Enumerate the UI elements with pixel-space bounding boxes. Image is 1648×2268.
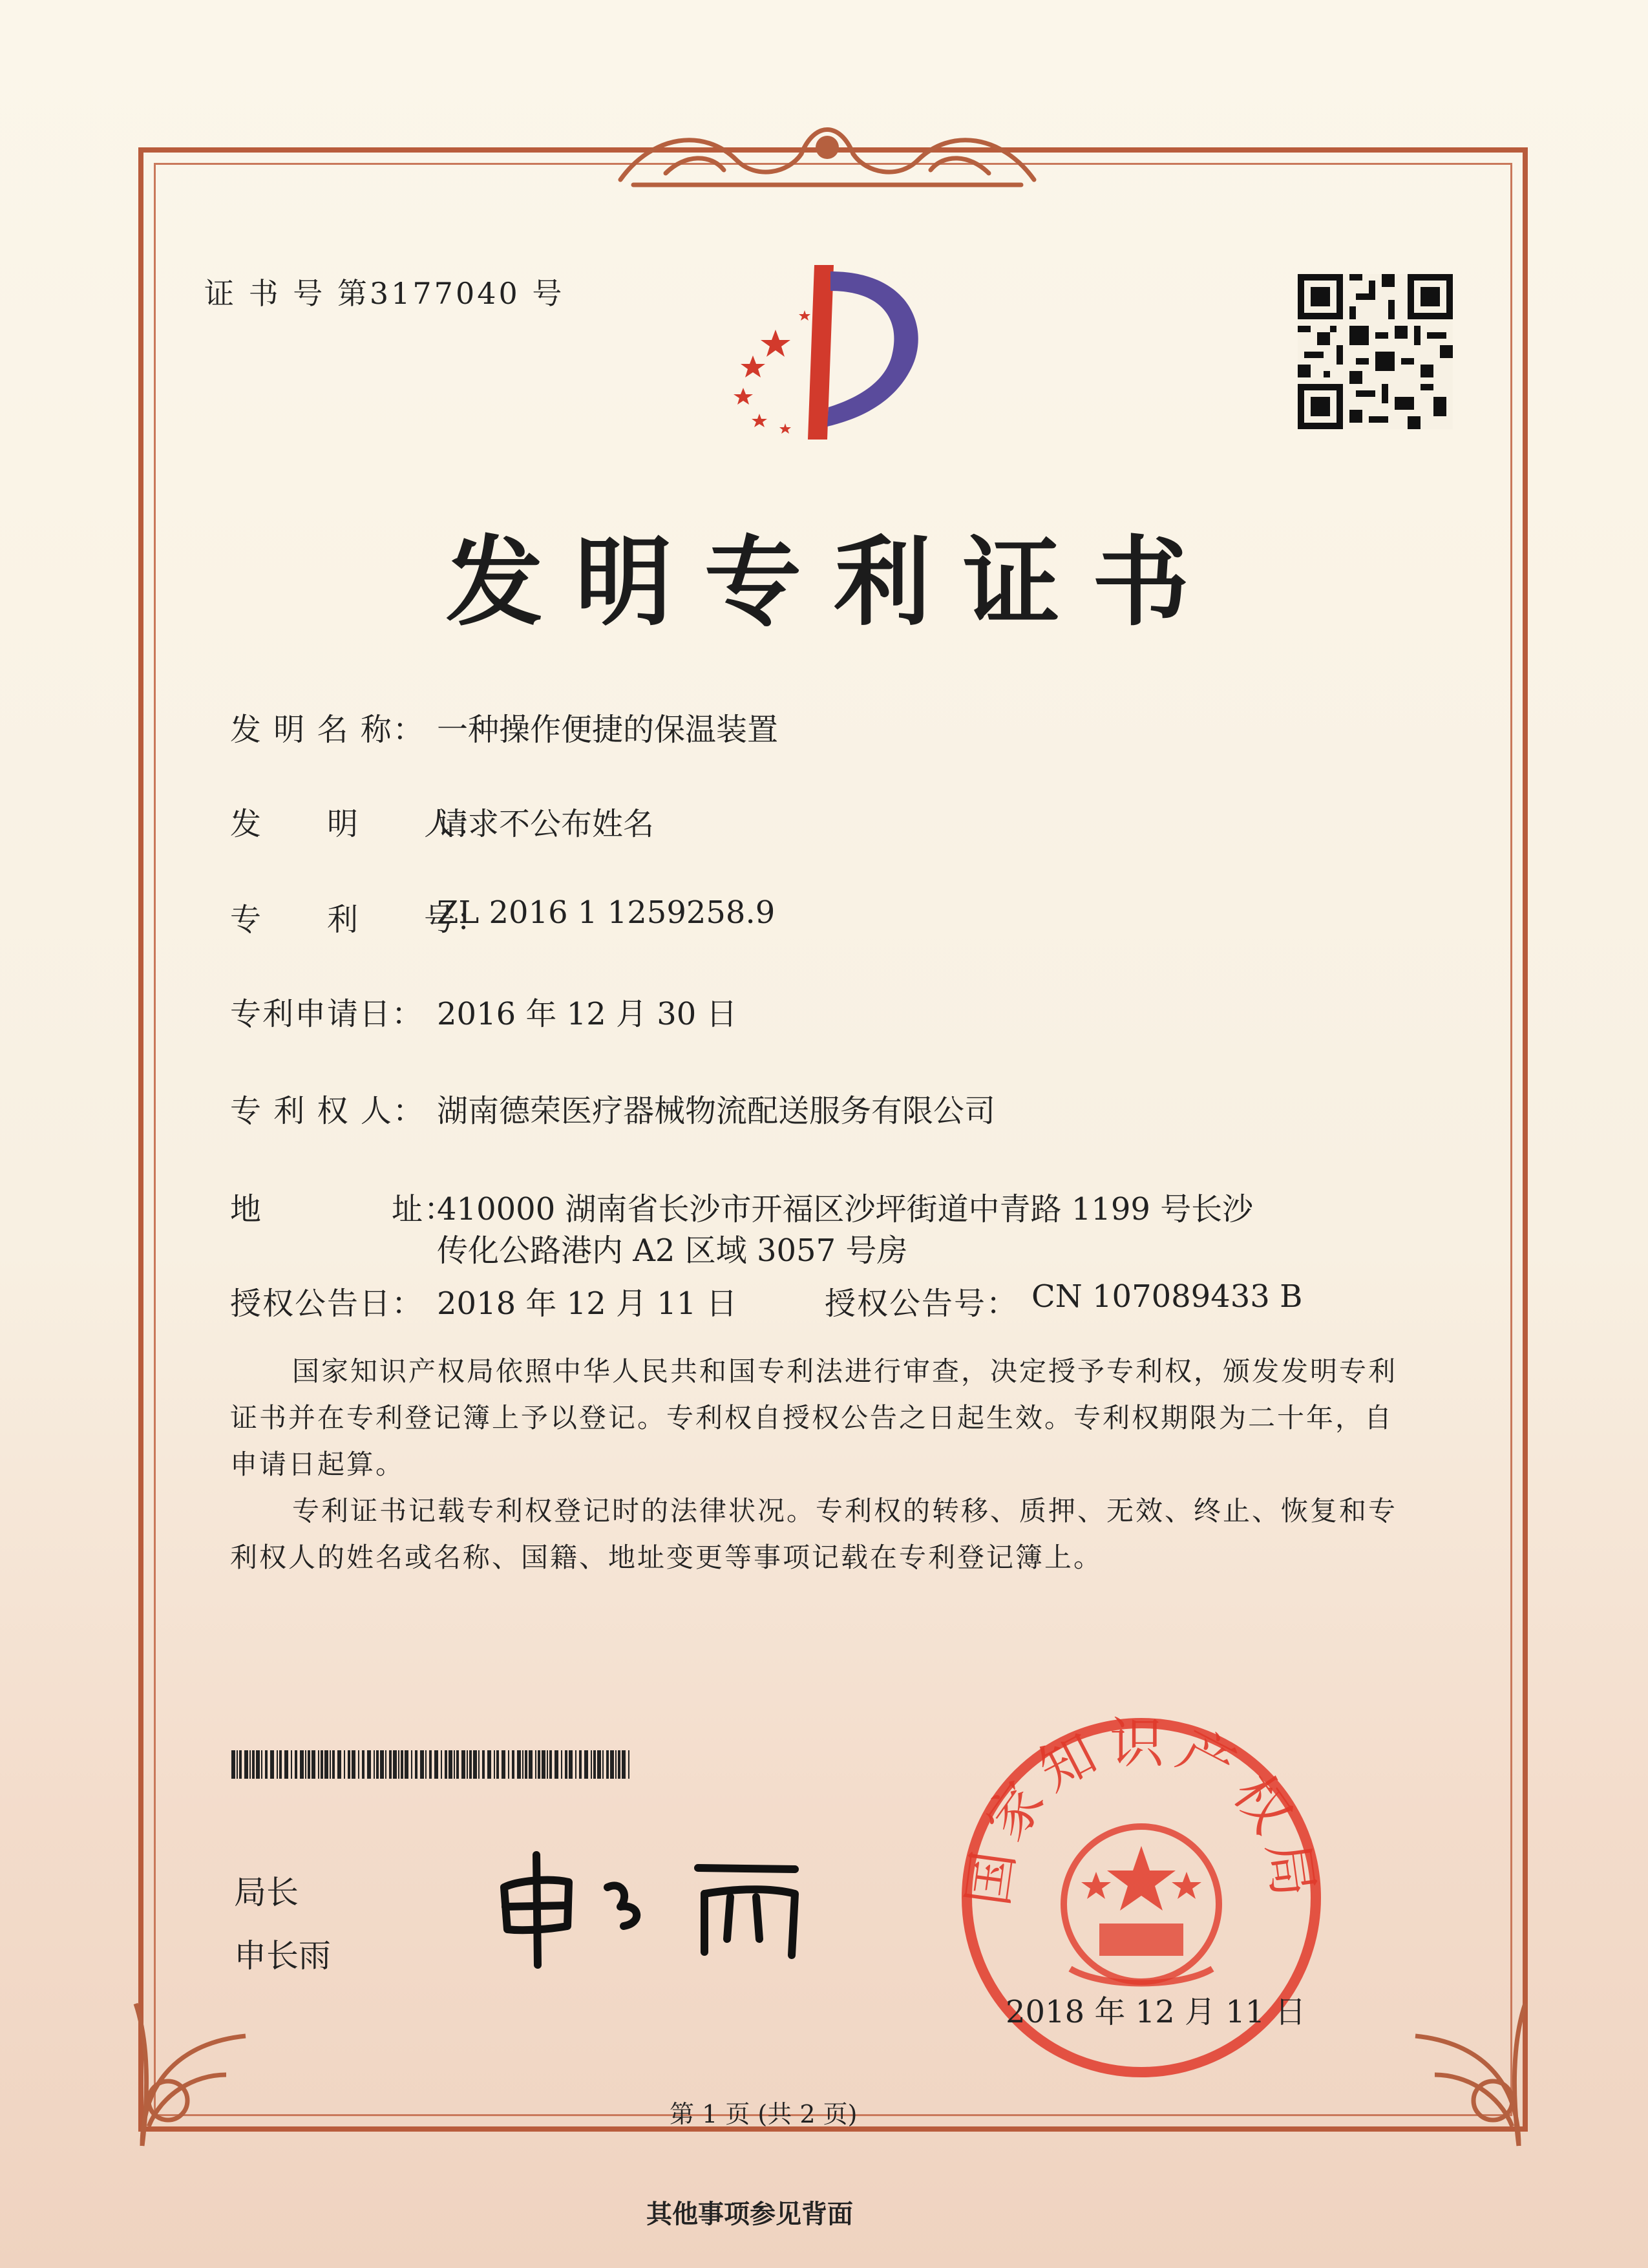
certificate-number-label: 证 书 号 第 [204,276,370,311]
certificate-number-value: 3177040 [369,276,520,311]
certificate-number [204,270,564,313]
grant-statement-paragraph: 国家知识产权局依照中华人民共和国专利法进行审查，决定授予专利权，颁发发明专利证书并在专利登记簿上予以登记。专利权自授权公告之日起生效。专利权期限为二十年，自申请日起算。 [230,1355,1398,1480]
bottom-right-ornament-icon [1370,1965,1538,2159]
barcode-icon [231,1750,635,1779]
grant-date-label: 授权公告日： [230,1286,425,1322]
patent-number-label: 专 利 号： [230,902,489,938]
signatory-title: 局长 [234,1874,299,1911]
inventor-value: 请求不公布姓名 [437,806,655,842]
patent-number-value: ZL 2016 1 1259258.9 [437,895,776,931]
address-line-1: 410000 湖南省长沙市开福区沙坪街道中青路 1199 号长沙 [437,1191,1254,1227]
application-date-value: 2016 年 12 月 30 日 [437,996,737,1032]
address-line-2: 传化公路港内 A2 区域 3057 号房 [437,1233,908,1269]
inventor-label: 发 明 人： [230,806,489,842]
certificate-number-suffix: 号 [532,276,565,311]
patentee-value: 湖南德荣医疗器械物流配送服务有限公司 [437,1093,996,1129]
cnipa-logo-icon [698,259,944,452]
seal-date: 2018 年 12 月 11 日 [1006,1994,1306,2030]
invention-name-label: 发 明 名 称： [230,712,425,748]
seal-text: 国家知识产权局 [955,1712,1327,1910]
handwritten-signature-icon [491,1842,827,1971]
grant-number-value: CN 107089433 B [1031,1278,1303,1315]
bottom-left-ornament-icon [123,1965,291,2159]
grant-number-label: 授权公告号： [825,1286,1019,1322]
certificate-title: 发明专利证书 [446,525,1222,639]
address-label: 地 址： [230,1191,457,1227]
legal-status-paragraph: 专利证书记载专利权登记时的法律状况。专利权的转移、质押、无效、终止、恢复和专利权人的姓名或名称、国籍、地址变更等事项记载在专利登记簿上。 [230,1495,1398,1573]
patentee-label: 专 利 权 人： [230,1093,425,1129]
application-date-label: 专利申请日： [230,996,425,1032]
qr-code-icon [1298,274,1453,429]
invention-name-value: 一种操作便捷的保温装置 [437,712,779,748]
signatory-name: 申长雨 [234,1937,331,1975]
grant-date-value: 2018 年 12 月 11 日 [437,1286,737,1322]
back-side-note: 其他事项参见背面 [646,2199,853,2229]
top-ornament-icon [595,109,1060,193]
page-number: 第 1 页 (共 2 页) [670,2100,858,2128]
